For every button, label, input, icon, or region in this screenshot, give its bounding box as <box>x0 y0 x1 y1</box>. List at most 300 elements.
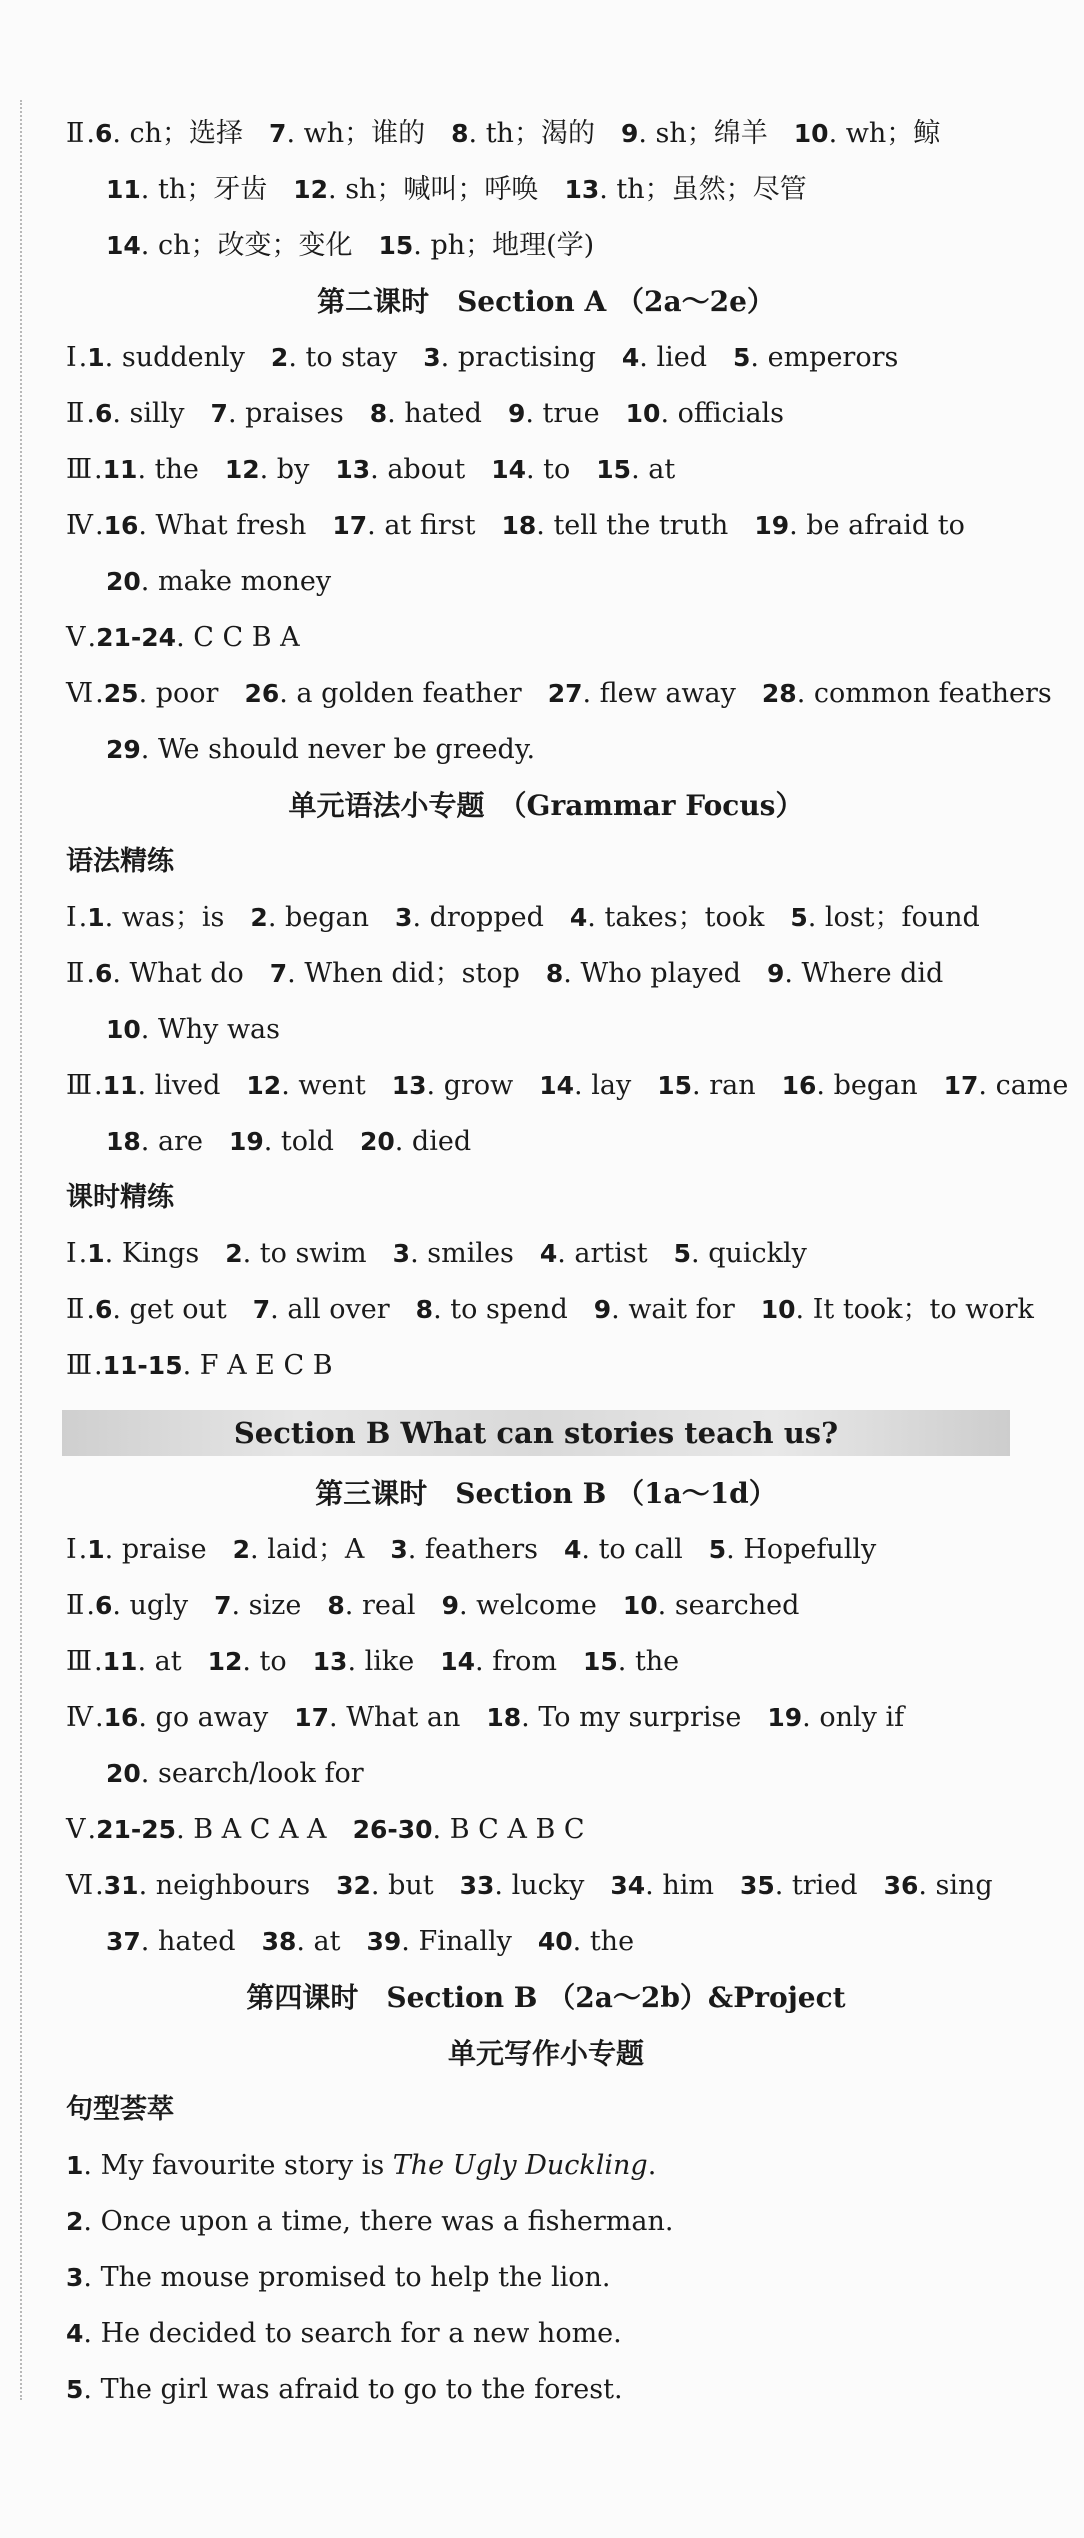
answer-item: 31. neighbours <box>103 1870 311 1901</box>
question-number: 29 <box>106 735 141 764</box>
answer-text: was；is <box>121 902 225 933</box>
answer-item: 12. sh；喊叫；呼唤 <box>293 174 539 205</box>
roman-numeral: Ⅰ <box>66 1238 77 1269</box>
question-number: 3 <box>390 1535 408 1564</box>
answer-line <box>66 218 1026 274</box>
question-number: 39 <box>366 1927 402 1956</box>
answer-text: ugly <box>129 1590 189 1621</box>
answer-text: ch；选择 <box>129 118 244 149</box>
answer-line: Ⅲ.11. at 12. to 13. like 14. from 15. the <box>66 1634 1026 1690</box>
answer-text: from <box>492 1646 557 1677</box>
question-number: 20 <box>359 1127 395 1156</box>
answer-item: 5. lost；found <box>790 902 980 933</box>
question-number: 19 <box>767 1703 803 1732</box>
answer-text: but <box>388 1870 434 1901</box>
answer-item: 7. size <box>214 1590 302 1621</box>
answer-item: 2. to swim <box>225 1238 367 1269</box>
question-number: 27 <box>547 679 583 708</box>
model-sentence: 1. My favourite story is The Ugly Duckling. <box>66 2150 657 2181</box>
answer-line <box>66 1002 1026 1058</box>
answer-item: 28. common feathers <box>761 678 1052 709</box>
answer-text: like <box>364 1646 415 1677</box>
answer-item: 12. by <box>224 454 310 485</box>
section-heading: 第二课时 Section A （2a～2e） <box>317 285 775 318</box>
answer-item: 16. began <box>781 1070 918 1101</box>
answer-text: to spend <box>450 1294 568 1325</box>
answer-text: emperors <box>767 342 899 373</box>
question-number: 26 <box>244 679 280 708</box>
answer-item: 10. Why was <box>106 1014 281 1045</box>
answer-text: tell the truth <box>553 510 729 541</box>
answer-line <box>66 722 1026 778</box>
answer-item: 15. at <box>596 454 676 485</box>
answer-item: 8. th；渴的 <box>451 118 595 149</box>
question-number: 13 <box>312 1647 348 1676</box>
answer-item: 6. silly <box>94 398 185 429</box>
answer-item: 2. laid；A <box>232 1534 365 1565</box>
answer-text: flew away <box>599 678 736 709</box>
answer-line: Ⅱ.6. ugly 7. size 8. real 9. welcome 10. searched <box>66 1578 1026 1634</box>
question-number: 4 <box>621 343 640 372</box>
answer-item: 18. are <box>106 1126 203 1157</box>
section-heading: 单元语法小专题 （Grammar Focus） <box>288 789 804 822</box>
answer-text: practising <box>457 342 596 373</box>
answer-text: F A E C B <box>199 1350 333 1381</box>
margin-dotted-rule <box>20 100 22 2400</box>
answer-text: at <box>154 1646 182 1677</box>
question-number: 19 <box>754 511 790 540</box>
question-number: 7 <box>269 959 288 988</box>
question-number: 15 <box>378 231 414 260</box>
answer-text: sh；喊叫；呼唤 <box>345 174 539 205</box>
answer-line <box>66 554 1026 610</box>
answer-item: 1. was；is <box>87 902 225 933</box>
answer-item: 14. lay <box>539 1070 632 1101</box>
question-number: 6 <box>94 959 113 988</box>
answer-item: 25. poor <box>103 678 219 709</box>
answer-line <box>66 162 1026 218</box>
question-number: 6 <box>94 1295 113 1324</box>
answer-text: told <box>280 1126 334 1157</box>
answer-text: at <box>313 1926 341 1957</box>
answer-item: 11. lived <box>102 1070 221 1101</box>
answer-text: be afraid to <box>806 510 965 541</box>
section-banner: Section B What can stories teach us? <box>62 1410 1010 1456</box>
answer-text: welcome <box>476 1590 597 1621</box>
answer-text: neighbours <box>155 1870 311 1901</box>
answer-text: real <box>361 1590 416 1621</box>
answer-text: Who played <box>580 958 741 989</box>
question-number: 25 <box>103 679 139 708</box>
answer-item: 19. told <box>228 1126 334 1157</box>
roman-numeral: Ⅱ <box>66 958 85 989</box>
answer-item: 17. came <box>943 1070 1069 1101</box>
question-number: 7 <box>214 1591 232 1620</box>
answer-item: 10. officials <box>625 398 785 429</box>
answer-text: ph；地理(学) <box>430 230 595 261</box>
answer-item: 1. Kings <box>87 1238 200 1269</box>
answer-text: to <box>543 454 571 485</box>
sentence-text: My favourite story is <box>100 2150 393 2181</box>
answer-text: When did；stop <box>304 958 520 989</box>
answer-text: the <box>154 454 199 485</box>
answer-item: 14. to <box>491 454 571 485</box>
answer-text: him <box>662 1870 714 1901</box>
answer-text: praises <box>245 398 344 429</box>
answer-text: To my surprise <box>538 1702 742 1733</box>
answer-item: 12. to <box>207 1646 287 1677</box>
answer-item: 6. What do <box>94 958 244 989</box>
answer-item: 20. search/look for <box>106 1758 364 1789</box>
answer-item: 12. went <box>246 1070 366 1101</box>
model-sentence: 4. He decided to search for a new home. <box>66 2318 622 2349</box>
question-number: 21-24 <box>96 623 177 652</box>
answer-text: at <box>648 454 676 485</box>
answer-text: grow <box>443 1070 514 1101</box>
answer-line <box>66 1746 1026 1802</box>
answer-item: 13. th；虽然；尽管 <box>564 174 807 205</box>
sentence-number: 3 <box>66 2263 84 2292</box>
roman-numeral: Ⅳ <box>66 1702 93 1733</box>
question-number: 18 <box>501 511 537 540</box>
roman-numeral: Ⅱ <box>66 1590 85 1621</box>
answer-item: 2. began <box>250 902 370 933</box>
section-heading: 单元写作小专题 <box>447 2037 644 2070</box>
roman-numeral: Ⅲ <box>66 1350 93 1381</box>
question-number: 14 <box>440 1647 476 1676</box>
answer-key-page <box>66 106 1069 2418</box>
roman-numeral: Ⅴ <box>66 622 86 653</box>
answer-text: hated <box>157 1926 236 1957</box>
question-number: 4 <box>569 903 588 932</box>
answer-item: 4. lied <box>621 342 708 373</box>
answer-text: lost；found <box>824 902 980 933</box>
question-number: 8 <box>415 1295 434 1324</box>
question-number: 9 <box>441 1591 459 1620</box>
answer-text: tried <box>791 1870 858 1901</box>
question-number: 9 <box>593 1295 612 1324</box>
answer-item: 4. artist <box>539 1238 648 1269</box>
roman-numeral: Ⅱ <box>66 118 85 149</box>
answer-text: to call <box>598 1534 683 1565</box>
answer-text: quickly <box>708 1238 807 1269</box>
question-number: 6 <box>94 1591 113 1620</box>
answer-line: Ⅰ.1. Kings 2. to swim 3. smiles 4. artist 5. quickly <box>66 1226 1026 1282</box>
question-number: 16 <box>103 1703 139 1732</box>
answer-text: died <box>411 1126 472 1157</box>
question-number: 1 <box>87 1535 105 1564</box>
model-sentence: 5. The girl was afraid to go to the forest. <box>66 2374 623 2405</box>
question-number: 10 <box>760 1295 796 1324</box>
answer-item: 8. Who played <box>545 958 741 989</box>
question-number: 8 <box>545 959 564 988</box>
question-number: 11 <box>106 175 141 204</box>
question-number: 12 <box>246 1071 282 1100</box>
sentence-text: The mouse promised to help the lion. <box>100 2262 611 2293</box>
answer-item: 8. to spend <box>415 1294 568 1325</box>
answer-item: 40. the <box>537 1926 635 1957</box>
answer-item: 11. the <box>102 454 199 485</box>
section-heading: 第四课时 Section B （2a～2b）&Project <box>246 1981 846 2014</box>
answer-text: about <box>387 454 466 485</box>
answer-text: ch；改变；变化 <box>157 230 353 261</box>
answer-line: Ⅰ.1. was；is 2. began 3. dropped 4. takes；took 5. lost；found <box>66 890 1026 946</box>
roman-numeral: Ⅵ <box>66 1870 94 1901</box>
answer-text: poor <box>155 678 219 709</box>
answer-text: What an <box>346 1702 461 1733</box>
answer-item: 19. be afraid to <box>754 510 965 541</box>
answer-text: Why was <box>157 1014 281 1045</box>
question-number: 21-25 <box>96 1815 177 1844</box>
question-number: 7 <box>252 1295 271 1324</box>
question-number: 3 <box>392 1239 411 1268</box>
roman-numeral: Ⅱ <box>66 398 85 429</box>
answer-text: silly <box>129 398 185 429</box>
roman-numeral: Ⅱ <box>66 1294 85 1325</box>
question-number: 8 <box>451 119 469 148</box>
answer-item: 9. welcome <box>441 1590 597 1621</box>
question-number: 31 <box>103 1871 139 1900</box>
answer-item: 27. flew away <box>547 678 736 709</box>
answer-text: lied <box>656 342 708 373</box>
answer-item: 16. What fresh <box>103 510 307 541</box>
roman-numeral: Ⅰ <box>66 1534 77 1565</box>
answer-item: 7. all over <box>252 1294 390 1325</box>
answer-item: 11. th；牙齿 <box>106 174 268 205</box>
answer-text: the <box>634 1646 680 1677</box>
question-number: 5 <box>673 1239 692 1268</box>
question-number: 13 <box>391 1071 427 1100</box>
question-number: 2 <box>225 1239 243 1268</box>
answer-item: 17. What an <box>294 1702 461 1733</box>
question-number: 36 <box>883 1871 919 1900</box>
answer-text: a golden feather <box>296 678 522 709</box>
answer-text: th；牙齿 <box>157 174 268 205</box>
answer-item: 7. When did；stop <box>269 958 520 989</box>
answer-item: 9. wait for <box>593 1294 735 1325</box>
question-number: 2 <box>270 343 289 372</box>
question-number: 2 <box>250 903 268 932</box>
question-number: 17 <box>332 511 368 540</box>
answer-text: make money <box>157 566 332 597</box>
question-number: 11-15 <box>102 1351 183 1380</box>
answer-item: 39. Finally <box>366 1926 512 1957</box>
answer-item: 6. ch；选择 <box>94 118 244 149</box>
answer-item: 20. died <box>359 1126 472 1157</box>
question-number: 16 <box>781 1071 817 1100</box>
answer-text: B C A B C <box>449 1814 585 1845</box>
answer-line: Ⅱ.6. get out 7. all over 8. to spend 9. wait for 10. It took；to work <box>66 1282 1026 1338</box>
question-number: 17 <box>294 1703 330 1732</box>
answer-text: Kings <box>121 1238 200 1269</box>
question-number: 9 <box>507 399 526 428</box>
question-number: 6 <box>94 399 113 428</box>
answer-text: to <box>259 1646 287 1677</box>
answer-text: What fresh <box>155 510 307 541</box>
answer-item: 5. quickly <box>673 1238 807 1269</box>
answer-text: praise <box>121 1534 207 1565</box>
answer-item: 26-30. B C A B C <box>352 1814 585 1845</box>
answer-item: 18. tell the truth <box>501 510 729 541</box>
answer-text: by <box>276 454 310 485</box>
answer-item: 6. ugly <box>94 1590 189 1621</box>
answer-item: 10. It took；to work <box>760 1294 1034 1325</box>
question-number: 3 <box>423 343 441 372</box>
answer-text: B A C A A <box>193 1814 327 1845</box>
answer-item: 8. real <box>327 1590 416 1621</box>
answer-line: Ⅵ.31. neighbours 32. but 33. lucky 34. him 35. tried 36. sing <box>66 1858 1026 1914</box>
answer-line: Ⅲ.11. lived 12. went 13. grow 14. lay 15. ran 16. began 17. came <box>66 1058 1026 1114</box>
answer-text: sh；绵羊 <box>655 118 768 149</box>
answer-item: 13. grow <box>391 1070 514 1101</box>
answer-item: 8. hated <box>369 398 482 429</box>
model-sentence: 3. The mouse promised to help the lion. <box>66 2262 611 2293</box>
question-number: 9 <box>620 119 639 148</box>
answer-text: suddenly <box>121 342 245 373</box>
question-number: 18 <box>486 1703 522 1732</box>
answer-item: 13. about <box>335 454 466 485</box>
answer-item: 29. We should never be greedy. <box>106 734 536 765</box>
answer-text: wait for <box>628 1294 735 1325</box>
answer-line: Ⅲ.11-15. F A E C B <box>66 1338 1026 1394</box>
answer-text: at first <box>384 510 476 541</box>
question-number: 13 <box>335 455 371 484</box>
sentence-text: The girl was afraid to go to the forest. <box>100 2374 623 2405</box>
answer-item: 38. at <box>261 1926 341 1957</box>
answer-line: Ⅲ.11. the 12. by 13. about 14. to 15. at <box>66 442 1026 498</box>
question-number: 15 <box>582 1647 618 1676</box>
sentence-text: Once upon a time, there was a fisherman. <box>100 2206 674 2237</box>
answer-text: true <box>542 398 600 429</box>
answer-item: 4. to call <box>563 1534 683 1565</box>
answer-line: Ⅱ.6. ch；选择 7. wh；谁的 8. th；渴的 9. sh；绵羊 10. wh；鲸 <box>66 106 1026 162</box>
question-number: 38 <box>261 1927 297 1956</box>
question-number: 8 <box>369 399 388 428</box>
answer-item: 36. sing <box>883 1870 993 1901</box>
answer-item: 4. takes；took <box>569 902 765 933</box>
answer-item: 9. sh；绵羊 <box>620 118 768 149</box>
answer-text: to stay <box>305 342 398 373</box>
answer-line: Ⅵ.25. poor 26. a golden feather 27. flew away 28. common feathers <box>66 666 1026 722</box>
question-number: 11 <box>102 455 138 484</box>
sentence-title: The Ugly Duckling <box>392 2150 648 2181</box>
answer-text: th；虽然；尽管 <box>616 174 807 205</box>
answer-text: are <box>157 1126 203 1157</box>
answer-item: 3. practising <box>423 342 596 373</box>
answer-text: takes；took <box>604 902 765 933</box>
answer-item: 19. only if <box>767 1702 905 1733</box>
question-number: 10 <box>793 119 829 148</box>
answer-item: 15. ran <box>657 1070 756 1101</box>
answer-item: 15. ph；地理(学) <box>378 230 595 261</box>
answer-item: 1. praise <box>87 1534 207 1565</box>
subsection-heading: 语法精练 <box>66 846 174 877</box>
answer-text: to swim <box>259 1238 367 1269</box>
answer-text: lived <box>154 1070 221 1101</box>
answer-item: 9. true <box>507 398 600 429</box>
answer-item: 17. at first <box>332 510 476 541</box>
answer-text: hated <box>404 398 482 429</box>
answer-text: What do <box>129 958 244 989</box>
question-number: 34 <box>610 1871 646 1900</box>
answer-text: searched <box>674 1590 800 1621</box>
answer-item: 1. suddenly <box>87 342 245 373</box>
answer-text: search/look for <box>157 1758 364 1789</box>
sentence-text: He decided to search for a new home. <box>100 2318 622 2349</box>
answer-item: 15. the <box>582 1646 680 1677</box>
answer-text: began <box>833 1070 918 1101</box>
answer-item: 18. To my surprise <box>486 1702 742 1733</box>
question-number: 14 <box>539 1071 575 1100</box>
answer-item: 32. but <box>336 1870 434 1901</box>
answer-item: 2. to stay <box>270 342 398 373</box>
question-number: 32 <box>336 1871 371 1900</box>
answer-line <box>66 1914 1026 1970</box>
answer-text: lucky <box>511 1870 585 1901</box>
question-number: 40 <box>537 1927 573 1956</box>
question-number: 1 <box>87 343 105 372</box>
answer-text: began <box>284 902 370 933</box>
question-number: 18 <box>106 1127 141 1156</box>
roman-numeral: Ⅳ <box>66 510 93 541</box>
answer-line: Ⅳ.16. go away 17. What an 18. To my surprise 19. only if <box>66 1690 1026 1746</box>
question-number: 16 <box>103 511 139 540</box>
answer-text: went <box>298 1070 366 1101</box>
question-number: 13 <box>564 175 600 204</box>
answer-text: common feathers <box>813 678 1052 709</box>
question-number: 1 <box>87 1239 105 1268</box>
answer-line: Ⅱ.6. What do 7. When did；stop 8. Who played 9. Where did <box>66 946 1026 1002</box>
question-number: 6 <box>94 119 113 148</box>
question-number: 4 <box>563 1535 582 1564</box>
answer-item: 7. praises <box>210 398 344 429</box>
answer-text: laid；A <box>267 1534 365 1565</box>
answer-text: wh；谁的 <box>303 118 426 149</box>
question-number: 33 <box>459 1871 495 1900</box>
question-number: 10 <box>622 1591 658 1620</box>
answer-text: We should never be greedy. <box>157 734 536 765</box>
question-number: 5 <box>790 903 808 932</box>
question-number: 9 <box>766 959 785 988</box>
sentence-number: 1 <box>66 2151 84 2180</box>
answer-item: 37. hated <box>106 1926 236 1957</box>
question-number: 26-30 <box>352 1815 433 1844</box>
section-heading: 第三课时 Section B （1a～1d） <box>315 1477 777 1510</box>
answer-item: 10. searched <box>622 1590 800 1621</box>
sentence-number: 5 <box>66 2375 84 2404</box>
answer-item: 13. like <box>312 1646 415 1677</box>
answer-text: th；渴的 <box>485 118 595 149</box>
answer-text: dropped <box>429 902 544 933</box>
answer-text: sing <box>935 1870 993 1901</box>
question-number: 17 <box>943 1071 979 1100</box>
answer-text: only if <box>819 1702 905 1733</box>
answer-item: 14. from <box>440 1646 557 1677</box>
answer-text: Finally <box>418 1926 512 1957</box>
question-number: 14 <box>491 455 526 484</box>
question-number: 20 <box>106 567 141 596</box>
answer-item: 21-24. C C B A <box>96 622 300 653</box>
roman-numeral: Ⅵ <box>66 678 94 709</box>
answer-text: C C B A <box>193 622 300 653</box>
answer-line: Ⅰ.1. praise 2. laid；A 3. feathers 4. to call 5. Hopefully <box>66 1522 1026 1578</box>
model-sentence: 2. Once upon a time, there was a fisherman. <box>66 2206 674 2237</box>
answer-text: size <box>248 1590 302 1621</box>
sentence-number: 2 <box>66 2207 84 2236</box>
answer-item: 35. tried <box>739 1870 858 1901</box>
question-number: 35 <box>739 1871 775 1900</box>
answer-item: 3. feathers <box>390 1534 538 1565</box>
